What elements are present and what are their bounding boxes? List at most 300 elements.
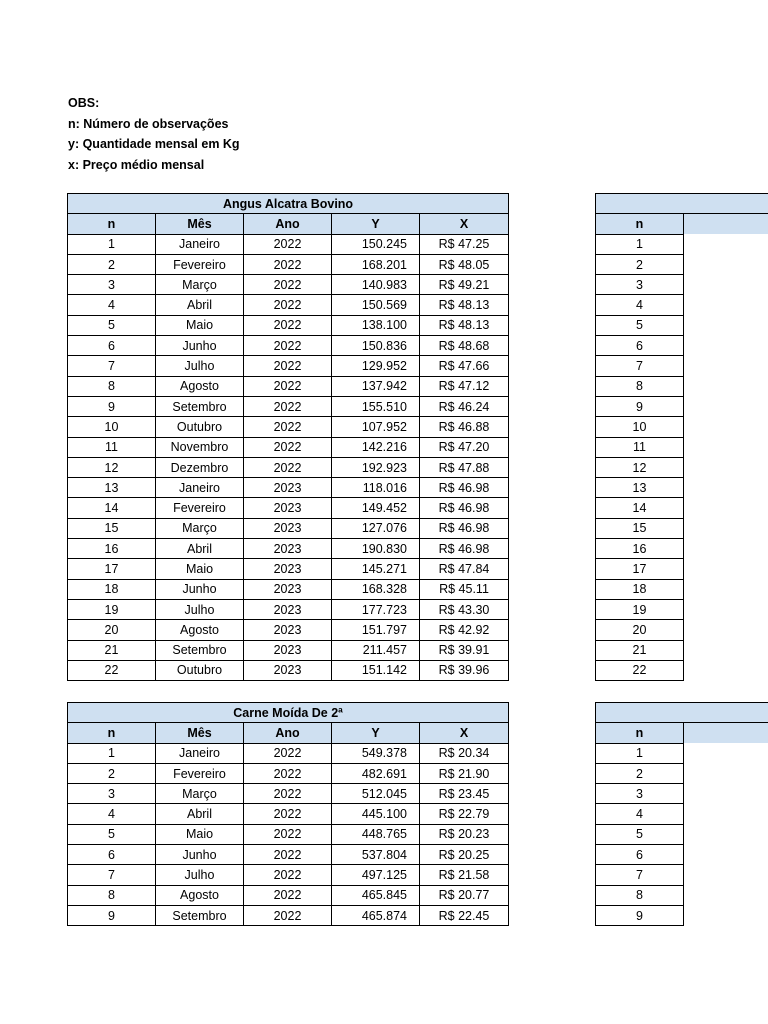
cell-y: 512.045 — [332, 784, 420, 804]
cell-n: 9 — [68, 396, 156, 416]
table-title: Carne Moída De 2ª — [68, 703, 509, 723]
cell-ano: 2023 — [244, 620, 332, 640]
cell-y: 497.125 — [332, 865, 420, 885]
cell-y: 168.328 — [332, 579, 420, 599]
cell-mes: Dezembro — [156, 457, 244, 477]
table-header-row — [596, 723, 768, 743]
cell-x: R$ 46.98 — [420, 478, 509, 498]
cell-n: 8 — [68, 885, 156, 905]
header-x: X — [420, 214, 509, 234]
cell-n: 19 — [596, 599, 684, 619]
cell-ano: 2022 — [244, 845, 332, 865]
cell-ano: 2022 — [244, 275, 332, 295]
cell-n: 2 — [68, 763, 156, 783]
cell-n: 20 — [596, 620, 684, 640]
cell-ano: 2022 — [244, 824, 332, 844]
header-y: Y — [332, 214, 420, 234]
cell-x: R$ 46.98 — [420, 539, 509, 559]
table-row — [596, 295, 768, 315]
cell-n: 11 — [596, 437, 684, 457]
table-row — [596, 599, 768, 619]
cell-ano: 2022 — [244, 457, 332, 477]
table-row — [68, 640, 509, 660]
table-row — [68, 905, 509, 925]
cell-x: R$ 48.13 — [420, 295, 509, 315]
table-header-row — [596, 214, 768, 234]
cell-ano: 2022 — [244, 437, 332, 457]
table-row — [68, 417, 509, 437]
cell-n: 16 — [596, 539, 684, 559]
table-row — [68, 295, 509, 315]
table-row — [596, 478, 768, 498]
table-right-bottom-crop — [595, 702, 768, 926]
cell-blank — [684, 845, 768, 865]
cell-blank — [684, 295, 768, 315]
header-n: n — [68, 723, 156, 743]
table-right-top — [595, 193, 768, 681]
cell-y: 465.845 — [332, 885, 420, 905]
table-row — [68, 784, 509, 804]
cell-mes: Maio — [156, 559, 244, 579]
cell-x: R$ 48.05 — [420, 254, 509, 274]
cell-n: 10 — [596, 417, 684, 437]
cell-ano: 2023 — [244, 660, 332, 680]
table-row — [68, 437, 509, 457]
cell-blank — [684, 579, 768, 599]
cell-blank — [684, 336, 768, 356]
cell-n: 1 — [596, 234, 684, 254]
header-mes: Mês — [156, 214, 244, 234]
cell-y: 118.016 — [332, 478, 420, 498]
table-title: Angus Alcatra Bovino — [68, 194, 509, 214]
table-row — [68, 539, 509, 559]
cell-n: 19 — [68, 599, 156, 619]
cell-n: 14 — [596, 498, 684, 518]
notes-title: OBS: — [68, 96, 100, 110]
table-carne-moida — [67, 702, 509, 926]
cell-mes: Janeiro — [156, 478, 244, 498]
table-row — [596, 396, 768, 416]
table-row — [68, 336, 509, 356]
cell-y: 211.457 — [332, 640, 420, 660]
cell-ano: 2022 — [244, 376, 332, 396]
cell-mes: Setembro — [156, 905, 244, 925]
cell-ano: 2023 — [244, 498, 332, 518]
table-row — [68, 660, 509, 680]
cell-y: 140.983 — [332, 275, 420, 295]
cell-x: R$ 20.25 — [420, 845, 509, 865]
cell-y: 149.452 — [332, 498, 420, 518]
cell-ano: 2022 — [244, 254, 332, 274]
cell-ano: 2022 — [244, 784, 332, 804]
cell-x: R$ 22.79 — [420, 804, 509, 824]
cell-ano: 2022 — [244, 743, 332, 763]
table-title-cell — [596, 703, 768, 723]
cell-n: 4 — [68, 295, 156, 315]
cell-blank — [684, 640, 768, 660]
table-row — [596, 640, 768, 660]
cell-ano: 2022 — [244, 763, 332, 783]
cell-mes: Janeiro — [156, 743, 244, 763]
table-row — [68, 234, 509, 254]
cell-mes: Setembro — [156, 396, 244, 416]
cell-y: 192.923 — [332, 457, 420, 477]
cell-n: 3 — [596, 784, 684, 804]
cell-blank — [684, 824, 768, 844]
cell-x: R$ 46.98 — [420, 518, 509, 538]
table-right-bottom — [595, 702, 768, 926]
cell-y: 137.942 — [332, 376, 420, 396]
table-row — [68, 478, 509, 498]
cell-mes: Agosto — [156, 620, 244, 640]
cell-y: 177.723 — [332, 599, 420, 619]
header-ano: Ano — [244, 723, 332, 743]
cell-x: R$ 48.13 — [420, 315, 509, 335]
cell-n: 4 — [68, 804, 156, 824]
cell-blank — [684, 763, 768, 783]
cell-y: 129.952 — [332, 356, 420, 376]
cell-blank — [684, 376, 768, 396]
cell-mes: Julho — [156, 865, 244, 885]
cell-y: 138.100 — [332, 315, 420, 335]
cell-n: 8 — [68, 376, 156, 396]
cell-blank — [684, 254, 768, 274]
table-row — [596, 743, 768, 763]
cell-y: 150.569 — [332, 295, 420, 315]
cell-x: R$ 46.88 — [420, 417, 509, 437]
cell-n: 2 — [68, 254, 156, 274]
table-row — [68, 763, 509, 783]
cell-n: 7 — [596, 865, 684, 885]
table-title-cell — [596, 194, 768, 214]
header-n: n — [596, 723, 684, 743]
cell-mes: Agosto — [156, 376, 244, 396]
cell-mes: Fevereiro — [156, 763, 244, 783]
cell-n: 1 — [68, 743, 156, 763]
cell-blank — [684, 905, 768, 925]
cell-x: R$ 47.20 — [420, 437, 509, 457]
cell-n: 8 — [596, 376, 684, 396]
header-n: n — [68, 214, 156, 234]
table-row — [68, 579, 509, 599]
cell-mes: Abril — [156, 539, 244, 559]
table-row — [596, 539, 768, 559]
cell-mes: Março — [156, 784, 244, 804]
cell-y: 145.271 — [332, 559, 420, 579]
cell-blank — [684, 437, 768, 457]
cell-ano: 2022 — [244, 295, 332, 315]
cell-blank — [684, 356, 768, 376]
cell-n: 2 — [596, 763, 684, 783]
cell-n: 17 — [68, 559, 156, 579]
cell-mes: Março — [156, 275, 244, 295]
table-row — [596, 417, 768, 437]
cell-n: 11 — [68, 437, 156, 457]
table-row — [68, 315, 509, 335]
header-blank — [684, 723, 768, 743]
cell-n: 9 — [596, 396, 684, 416]
table-row — [596, 234, 768, 254]
table-header-row — [68, 214, 509, 234]
cell-blank — [684, 315, 768, 335]
cell-mes: Maio — [156, 315, 244, 335]
cell-n: 6 — [68, 845, 156, 865]
table-row — [596, 905, 768, 925]
table-row — [596, 356, 768, 376]
table-row — [68, 620, 509, 640]
cell-x: R$ 22.45 — [420, 905, 509, 925]
cell-n: 14 — [68, 498, 156, 518]
table-row — [596, 660, 768, 680]
cell-mes: Fevereiro — [156, 254, 244, 274]
table-title-row — [68, 703, 509, 723]
cell-blank — [684, 275, 768, 295]
cell-n: 5 — [68, 315, 156, 335]
cell-n: 8 — [596, 885, 684, 905]
table-row — [68, 743, 509, 763]
cell-blank — [684, 498, 768, 518]
cell-n: 12 — [68, 457, 156, 477]
cell-x: R$ 49.21 — [420, 275, 509, 295]
table-row — [596, 315, 768, 335]
cell-ano: 2022 — [244, 885, 332, 905]
table-row — [68, 559, 509, 579]
cell-mes: Maio — [156, 824, 244, 844]
cell-blank — [684, 539, 768, 559]
cell-y: 150.245 — [332, 234, 420, 254]
cell-blank — [684, 620, 768, 640]
cell-n: 5 — [596, 824, 684, 844]
cell-ano: 2022 — [244, 417, 332, 437]
cell-y: 155.510 — [332, 396, 420, 416]
cell-x: R$ 21.90 — [420, 763, 509, 783]
cell-mes: Julho — [156, 356, 244, 376]
cell-mes: Abril — [156, 295, 244, 315]
notes-block — [68, 93, 240, 175]
cell-blank — [684, 599, 768, 619]
table-row — [68, 824, 509, 844]
cell-blank — [684, 234, 768, 254]
table-row — [68, 518, 509, 538]
cell-x: R$ 20.23 — [420, 824, 509, 844]
cell-blank — [684, 518, 768, 538]
header-n: n — [596, 214, 684, 234]
cell-n: 17 — [596, 559, 684, 579]
cell-y: 448.765 — [332, 824, 420, 844]
cell-ano: 2022 — [244, 336, 332, 356]
table-angus-alcatra — [67, 193, 509, 681]
cell-x: R$ 20.34 — [420, 743, 509, 763]
cell-ano: 2023 — [244, 559, 332, 579]
cell-n: 1 — [596, 743, 684, 763]
table-row — [596, 579, 768, 599]
cell-x: R$ 47.88 — [420, 457, 509, 477]
cell-blank — [684, 885, 768, 905]
table-row — [596, 885, 768, 905]
cell-n: 7 — [68, 865, 156, 885]
cell-ano: 2022 — [244, 234, 332, 254]
cell-n: 13 — [596, 478, 684, 498]
table-row — [68, 356, 509, 376]
cell-mes: Agosto — [156, 885, 244, 905]
cell-mes: Abril — [156, 804, 244, 824]
cell-mes: Junho — [156, 336, 244, 356]
cell-y: 151.142 — [332, 660, 420, 680]
cell-x: R$ 47.12 — [420, 376, 509, 396]
cell-n: 6 — [68, 336, 156, 356]
cell-x: R$ 43.30 — [420, 599, 509, 619]
table-row — [596, 518, 768, 538]
table-row — [596, 498, 768, 518]
cell-n: 7 — [68, 356, 156, 376]
table-row — [68, 498, 509, 518]
table-row — [596, 437, 768, 457]
cell-blank — [684, 784, 768, 804]
cell-ano: 2023 — [244, 579, 332, 599]
cell-blank — [684, 743, 768, 763]
table-row — [68, 275, 509, 295]
cell-n: 9 — [596, 905, 684, 925]
cell-x: R$ 21.58 — [420, 865, 509, 885]
cell-n: 15 — [596, 518, 684, 538]
table-row — [596, 620, 768, 640]
cell-ano: 2023 — [244, 478, 332, 498]
table-row — [596, 559, 768, 579]
table-row — [596, 824, 768, 844]
cell-n: 20 — [68, 620, 156, 640]
header-ano: Ano — [244, 214, 332, 234]
cell-x: R$ 48.68 — [420, 336, 509, 356]
cell-mes: Outubro — [156, 660, 244, 680]
cell-ano: 2022 — [244, 905, 332, 925]
cell-mes: Julho — [156, 599, 244, 619]
cell-n: 3 — [596, 275, 684, 295]
table-row — [68, 845, 509, 865]
cell-blank — [684, 417, 768, 437]
table-row — [68, 865, 509, 885]
cell-blank — [684, 478, 768, 498]
cell-y: 482.691 — [332, 763, 420, 783]
cell-n: 3 — [68, 784, 156, 804]
cell-y: 151.797 — [332, 620, 420, 640]
cell-n: 5 — [596, 315, 684, 335]
cell-x: R$ 23.45 — [420, 784, 509, 804]
cell-n: 3 — [68, 275, 156, 295]
table-row — [596, 784, 768, 804]
cell-n: 6 — [596, 845, 684, 865]
table-row — [68, 457, 509, 477]
cell-mes: Junho — [156, 845, 244, 865]
header-y: Y — [332, 723, 420, 743]
table-row — [68, 396, 509, 416]
table-row — [68, 804, 509, 824]
cell-x: R$ 20.77 — [420, 885, 509, 905]
cell-n: 6 — [596, 336, 684, 356]
cell-y: 537.804 — [332, 845, 420, 865]
cell-n: 4 — [596, 295, 684, 315]
cell-n: 7 — [596, 356, 684, 376]
cell-blank — [684, 804, 768, 824]
table-right-top-crop — [595, 193, 768, 681]
table-title-row — [596, 194, 768, 214]
cell-n: 10 — [68, 417, 156, 437]
cell-y: 465.874 — [332, 905, 420, 925]
note-y-definition: y: Quantidade mensal em Kg — [68, 137, 240, 151]
cell-y: 150.836 — [332, 336, 420, 356]
table-title-row — [596, 703, 768, 723]
cell-y: 190.830 — [332, 539, 420, 559]
cell-ano: 2022 — [244, 865, 332, 885]
cell-x: R$ 47.25 — [420, 234, 509, 254]
cell-x: R$ 39.96 — [420, 660, 509, 680]
cell-ano: 2022 — [244, 315, 332, 335]
cell-mes: Fevereiro — [156, 498, 244, 518]
cell-blank — [684, 457, 768, 477]
cell-x: R$ 46.24 — [420, 396, 509, 416]
cell-n: 1 — [68, 234, 156, 254]
table-row — [596, 336, 768, 356]
table-header-row — [68, 723, 509, 743]
cell-blank — [684, 396, 768, 416]
note-x-definition: x: Preço médio mensal — [68, 157, 205, 172]
cell-ano: 2023 — [244, 539, 332, 559]
cell-mes: Setembro — [156, 640, 244, 660]
cell-n: 4 — [596, 804, 684, 824]
cell-n: 2 — [596, 254, 684, 274]
cell-n: 18 — [68, 579, 156, 599]
cell-x: R$ 46.98 — [420, 498, 509, 518]
cell-mes: Novembro — [156, 437, 244, 457]
cell-y: 107.952 — [332, 417, 420, 437]
cell-x: R$ 39.91 — [420, 640, 509, 660]
cell-blank — [684, 559, 768, 579]
table-row — [596, 254, 768, 274]
table-row — [68, 885, 509, 905]
cell-y: 127.076 — [332, 518, 420, 538]
table-row — [68, 599, 509, 619]
table-row — [596, 275, 768, 295]
header-x: X — [420, 723, 509, 743]
table-row — [596, 865, 768, 885]
cell-ano: 2023 — [244, 599, 332, 619]
cell-mes: Março — [156, 518, 244, 538]
cell-ano: 2022 — [244, 396, 332, 416]
cell-x: R$ 45.11 — [420, 579, 509, 599]
cell-n: 5 — [68, 824, 156, 844]
cell-n: 22 — [68, 660, 156, 680]
cell-ano: 2022 — [244, 804, 332, 824]
table-row — [596, 845, 768, 865]
cell-n: 9 — [68, 905, 156, 925]
table-title-row — [68, 194, 509, 214]
cell-n: 16 — [68, 539, 156, 559]
table-row — [596, 457, 768, 477]
cell-mes: Junho — [156, 579, 244, 599]
cell-y: 549.378 — [332, 743, 420, 763]
table-row — [596, 763, 768, 783]
cell-mes: Janeiro — [156, 234, 244, 254]
cell-x: R$ 47.66 — [420, 356, 509, 376]
cell-n: 21 — [68, 640, 156, 660]
cell-ano: 2022 — [244, 356, 332, 376]
cell-y: 142.216 — [332, 437, 420, 457]
cell-n: 22 — [596, 660, 684, 680]
cell-ano: 2023 — [244, 518, 332, 538]
cell-n: 15 — [68, 518, 156, 538]
table-row — [68, 376, 509, 396]
header-mes: Mês — [156, 723, 244, 743]
table-row — [596, 376, 768, 396]
